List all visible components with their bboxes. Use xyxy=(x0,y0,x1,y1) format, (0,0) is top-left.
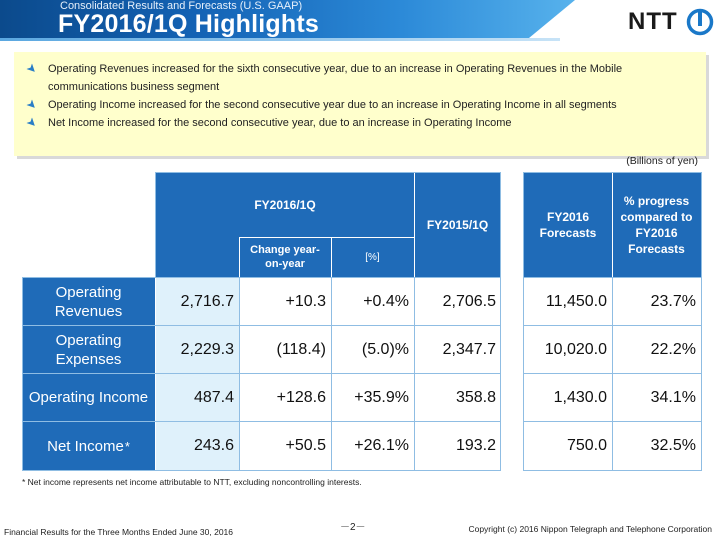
cell-change: (118.4) xyxy=(239,326,331,373)
bullet-icon xyxy=(26,99,37,110)
cell-change: +128.6 xyxy=(239,374,331,421)
cell-progress: 34.1% xyxy=(612,374,701,421)
bullet-text: Net Income increased for the second consecutive year, due to an increase in Operating Income xyxy=(48,117,512,129)
header-change: Change year-on-year xyxy=(239,237,331,277)
cell-forecast: 750.0 xyxy=(524,422,612,470)
header-divider xyxy=(612,172,613,277)
bullet-icon xyxy=(26,63,37,74)
grid-line xyxy=(524,373,702,374)
list-item xyxy=(28,60,694,96)
logo-text: NTT xyxy=(628,8,678,35)
grid-line xyxy=(331,277,332,471)
bullet-text: Operating Revenues increased for the sixth consecutive year, due to an increase in Operating Revenues in the Mobile communications business segment xyxy=(48,63,623,93)
header-value-blank xyxy=(156,237,239,277)
ntt-logo-icon xyxy=(686,8,714,36)
header-divider xyxy=(331,237,332,277)
cell-value: 243.6 xyxy=(156,422,239,470)
header-band xyxy=(0,0,720,42)
row-label-text: Net Income xyxy=(47,437,124,455)
cell-progress: 22.2% xyxy=(612,326,701,373)
cell-value: 487.4 xyxy=(156,374,239,421)
grid-line xyxy=(500,172,501,471)
header-pct: [%] xyxy=(331,237,414,277)
list-item xyxy=(28,114,694,132)
grid-line xyxy=(22,325,501,326)
grid-line xyxy=(612,277,613,471)
grid-line xyxy=(523,172,524,471)
copyright: Copyright (c) 2016 Nippon Telegraph and Telephone Corporation xyxy=(468,524,712,534)
grid-line xyxy=(414,277,415,471)
cell-prev: 2,706.5 xyxy=(414,278,501,325)
header-divider xyxy=(239,237,414,238)
grid-line xyxy=(524,172,702,173)
grid-line xyxy=(524,421,702,422)
grid-line xyxy=(701,172,702,471)
row-label-net-income xyxy=(22,422,155,470)
unit-note: (Billions of yen) xyxy=(626,155,698,167)
cell-progress: 32.5% xyxy=(612,422,701,470)
footnote-marker: * xyxy=(124,438,130,454)
grid-line xyxy=(22,421,501,422)
page-title: FY2016/1Q Highlights xyxy=(58,10,320,38)
row-label-operating-revenues: Operating Revenues xyxy=(22,278,155,325)
footnote: * Net income represents net income attributable to NTT, excluding noncontrolling interests. xyxy=(22,477,362,487)
cell-value: 2,716.7 xyxy=(156,278,239,325)
cell-forecast: 11,450.0 xyxy=(524,278,612,325)
ntt-logo xyxy=(628,6,714,38)
header-group-fy2016-1q: FY2016/1Q xyxy=(156,172,414,237)
cell-forecast: 10,020.0 xyxy=(524,326,612,373)
page-number: －2－ xyxy=(340,522,366,533)
grid-line xyxy=(155,172,501,173)
grid-line xyxy=(22,277,501,278)
grid-line xyxy=(22,470,501,471)
grid-line xyxy=(22,373,501,374)
header-divider xyxy=(239,237,240,277)
grid-line xyxy=(239,277,240,471)
list-item xyxy=(28,96,694,114)
cell-change: +10.3 xyxy=(239,278,331,325)
cell-pct: +26.1% xyxy=(331,422,414,470)
bullet-icon xyxy=(26,117,37,128)
cell-pct: +0.4% xyxy=(331,278,414,325)
footer-title: Financial Results for the Three Months Ended June 30, 2016 xyxy=(4,527,234,537)
header-progress: % progress compared to FY2016 Forecasts xyxy=(612,172,701,277)
grid-line xyxy=(524,277,702,278)
cell-prev: 193.2 xyxy=(414,422,501,470)
cell-forecast: 1,430.0 xyxy=(524,374,612,421)
highlights-box xyxy=(14,52,706,156)
header-subtitle: Consolidated Results and Forecasts (U.S. GAAP) xyxy=(60,0,303,12)
bullet-text: Operating Income increased for the second consecutive year due to an increase in Operating Income in all segments xyxy=(48,99,617,111)
header-forecast: FY2016 Forecasts xyxy=(524,172,612,277)
grid-line xyxy=(524,325,702,326)
cell-pct: (5.0)% xyxy=(331,326,414,373)
grid-line xyxy=(524,470,702,471)
grid-line xyxy=(22,277,23,471)
cell-value: 2,229.3 xyxy=(156,326,239,373)
header-prev: FY2015/1Q xyxy=(414,172,501,277)
cell-prev: 358.8 xyxy=(414,374,501,421)
row-label-operating-expenses: Operating Expenses xyxy=(22,326,155,373)
header-divider xyxy=(414,172,415,277)
cell-progress: 23.7% xyxy=(612,278,701,325)
grid-line xyxy=(155,172,156,277)
cell-change: +50.5 xyxy=(239,422,331,470)
row-label-operating-income: Operating Income xyxy=(22,374,155,421)
cell-pct: +35.9% xyxy=(331,374,414,421)
cell-prev: 2,347.7 xyxy=(414,326,501,373)
